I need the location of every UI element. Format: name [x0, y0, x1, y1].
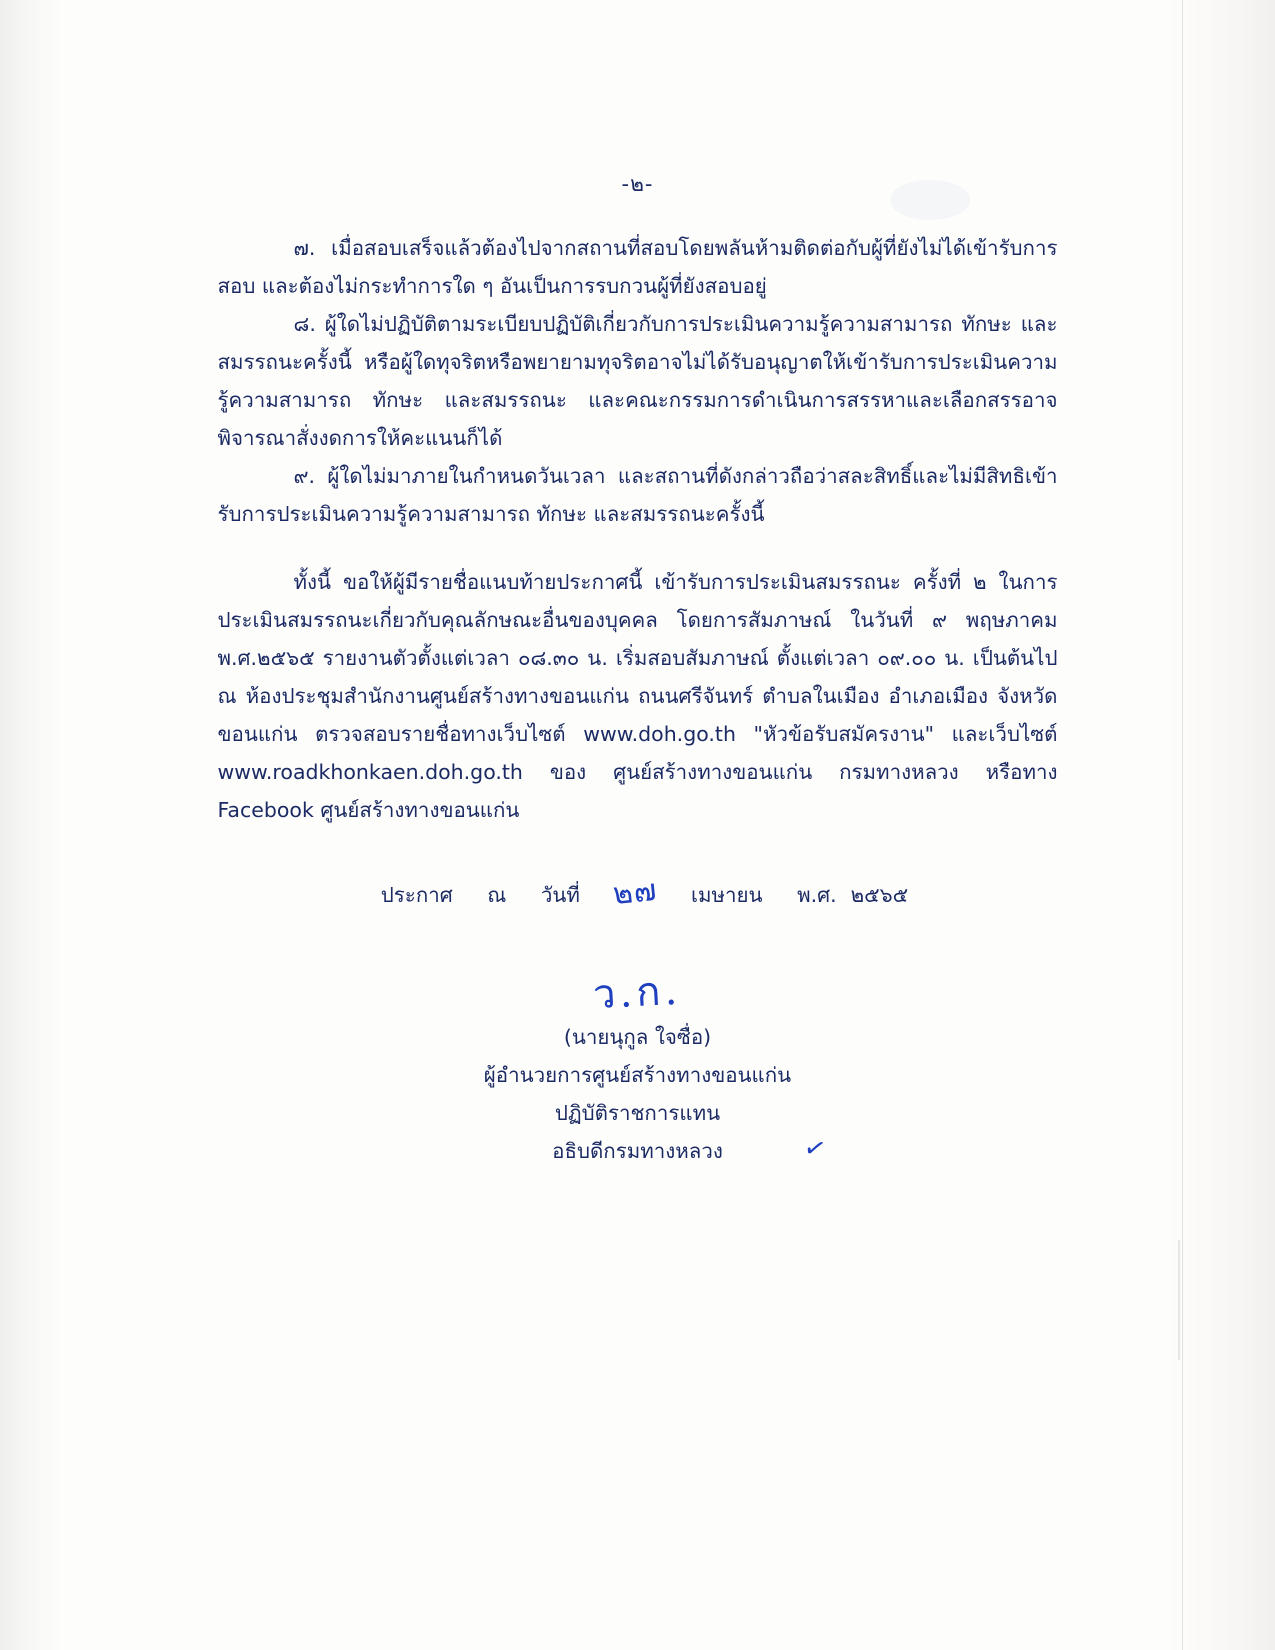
paragraph-7: ๗. เมื่อสอบเสร็จแล้วต้องไปจากสถานที่สอบโดยพลันห้ามติดต่อกับผู้ที่ยังไม่ได้เข้ารับการสอบ และต้องไม่กระทำการใด ๆ อันเป็นการรบกวนผู้ที่ยังสอบอยู่ — [217, 236, 1058, 298]
paragraph-9: ๙. ผู้ใดไม่มาภายในกำหนดวันเวลา และสถานที่ดังกล่าวถือว่าสละสิทธิ์และไม่มีสิทธิเข้ารับการประเมินความรู้ความสามารถ ทักษะ และสมรรถนะครั้งนี้ — [217, 464, 1058, 526]
scan-fold-line-secondary — [1178, 1240, 1180, 1360]
paragraph-closing: ทั้งนี้ ขอให้ผู้มีรายชื่อแนบท้ายประกาศนี้ เข้ารับการประเมินสมรรถนะ ครั้งที่ ๒ ในการประเมินสมรรถนะเกี่ยวกับคุณลักษณะอื่นของบุคคล โดยการสัมภาษณ์ ในวันที่ ๙ พฤษภาคม พ.ศ.๒๕๖๕ รายงานตัวตั้งแต่เวลา ๐๘.๓๐ น. เริ่มสอบสัมภาษณ์ ตั้งแต่เวลา ๐๙.๐๐ น. เป็นต้นไป ณ ห้องประชุมสำนักงานศูนย์สร้างทางขอนแก่น ถนนศรีจันทร์ ตำบลในเมือง อำเภอเมือง จังหวัดขอนแก่น ตรวจสอบรายชื่อทางเว็บไซต์ www.doh.go.th "หัวข้อรับสมัครงาน" และเว็บไซต์ www.roadkhonkaen.doh.go.th ของ ศูนย์สร้างทางขอนแก่น กรมทางหลวง หรือทาง Facebook ศูนย์สร้างทางขอนแก่น — [217, 570, 1058, 822]
month-label: เมษายน — [690, 883, 763, 907]
signer-name: (นายนุกูล ใจซื่อ) — [563, 1025, 712, 1049]
paragraph-8: ๘. ผู้ใดไม่ปฏิบัติตามระเบียบปฏิบัติเกี่ยวกับการประเมินความรู้ความสามารถ ทักษะ และสมรรถนะครั้งนี้ หรือผู้ใดทุจริตหรือพยายามทุจริตอาจไม่ได้รับอนุญาตให้เข้ารับการประเมินความรู้ความสามารถ ทักษะ และสมรรถนะ และคณะกรรมการดำเนินการสรรหาและเลือกสรรอาจพิจารณาสั่งงดการให้คะแนนก็ได้ — [217, 312, 1058, 450]
handwritten-date: ๒๗ — [611, 872, 660, 913]
announce-label: ประกาศ — [380, 883, 453, 907]
date-slot — [600, 869, 670, 916]
document-body — [218, 229, 1058, 1170]
signer-position: ผู้อำนวยการศูนย์สร้างทางขอนแก่น — [483, 1063, 792, 1087]
year-prefix-label: พ.ศ. — [797, 883, 837, 907]
announcement-date-line — [218, 869, 1058, 916]
page-number: -๒- — [621, 172, 654, 196]
handwritten-signature: ว.ก. — [592, 967, 683, 1019]
at-label: ณ — [487, 883, 507, 907]
date-label: วันที่ — [540, 883, 580, 907]
signature-block — [218, 967, 1058, 1170]
acting-line-1: ปฏิบัติราชการแทน — [554, 1101, 721, 1125]
signature-flourish: ✓ — [800, 1131, 829, 1167]
acting-line-2: อธิบดีกรมทางหลวง — [552, 1139, 723, 1163]
year-label: ๒๕๖๕ — [850, 883, 909, 907]
